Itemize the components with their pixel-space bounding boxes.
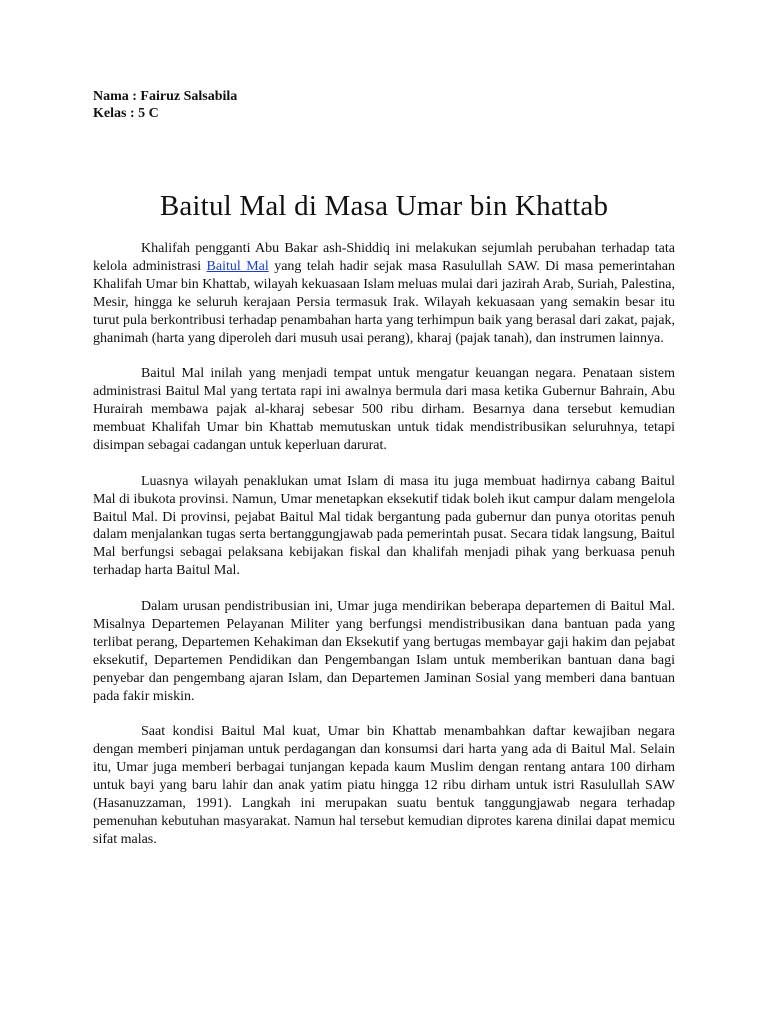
paragraph-5: Saat kondisi Baitul Mal kuat, Umar bin Khattab menambahkan daftar kewajiban negara dengan memberi pinjaman untuk perdagangan dan konsumsi dari harta yang ada di Baitul Mal. Selain itu, Umar juga memberi berbagai tunjangan kepada kaum Muslim dengan rentang antara 100 dirham untuk bayi yang baru lahir dan anak yatim piatu hingga 12 ribu dirham untuk istri Rasulullah SAW (Hasanuzzaman, 1991). Langkah ini merupakan suatu bentuk tanggungjawab negara terhadap pemenuhan kebutuhan masyarakat. Namun hal tersebut kemudian diprotes karena dinilai dapat memicu sifat malas. — [93, 724, 675, 847]
student-name: Nama : Fairuz Salsabila — [93, 89, 238, 104]
paragraph-3: Luasnya wilayah penaklukan umat Islam di masa itu juga membuat hadirnya cabang Baitul Mal di ibukota provinsi. Namun, Umar menetapkan eksekutif tidak boleh ikut campur dalam mengelola Baitul Mal. Di provinsi, pejabat Baitul Mal tidak bergantung pada gubernur dan punya otoritas penuh dalam menjalankan tugas serta bertanggungjawab pada pemerintah pusat. Secara tidak langsung, Baitul Mal berfungsi sebagai pelaksana kebijakan fiskal dan khalifah menjadi pihak yang berkuasa penuh terhadap harta Baitul Mal. — [93, 473, 675, 579]
baitul-mal-link[interactable]: Baitul Mal — [206, 258, 269, 274]
document-title: Baitul Mal di Masa Umar bin Khattab — [159, 190, 609, 222]
paragraph-1-text-start: Khalifah pengganti Abu Bakar ash-Shiddiq ini melakukan sejumlah perubahan terhadap tata kelola administrasi — [93, 241, 675, 274]
student-class: Kelas : 5 C — [93, 106, 159, 121]
paragraph-1 — [93, 240, 675, 347]
paragraph-2: Baitul Mal inilah yang menjadi tempat untuk mengatur keuangan negara. Penataan sistem administrasi Baitul Mal yang tertata rapi ini awalnya bermula dari masa ketika Gubernur Bahrain, Abu Hurairah membawa pajak al-kharaj sebesar 500 ribu dirham. Besarnya dana tersebut kemudian membuat Khalifah Umar bin Khattab memutuskan untuk tidak mendistribusikan seluruhnya, tetapi disimpan sebagai cadangan untuk keperluan darurat. — [93, 366, 675, 453]
student-info — [93, 88, 237, 122]
paragraph-4: Dalam urusan pendistribusian ini, Umar juga mendirikan beberapa departemen di Baitul Mal. Misalnya Departemen Pelayanan Militer yang berfungsi mendistribusikan dana bantuan pada yang terlibat perang, Departemen Kehakiman dan Eksekutif yang bertugas membayar gaji hakim dan pejabat eksekutif, Departemen Pendidikan dan Pengembangan Islam untuk memberikan bantuan dana bagi penyebar dan pengembang ajaran Islam, dan Departemen Jaminan Sosial yang memberi dana bantuan pada fakir miskin. — [93, 599, 675, 704]
document-body — [93, 240, 675, 867]
paragraph-1-text-end: yang telah hadir sejak masa Rasulullah SAW. Di masa pemerintahan Khalifah Umar bin Khattab, wilayah kekuasaan Islam meluas mulai dari jazirah Arab, Suriah, Palestina, Mesir, hingga ke seluruh kerajaan Persia termasuk Irak. Wilayah kekuasaan yang semakin besar itu turut pula berkontribusi terhadap penambahan harta yang terhimpun baik yang berasal dari zakat, pajak, ghanimah (harta yang diperoleh dari musuh usai perang), kharaj (pajak tanah), dan instrumen lainnya. — [93, 258, 675, 346]
